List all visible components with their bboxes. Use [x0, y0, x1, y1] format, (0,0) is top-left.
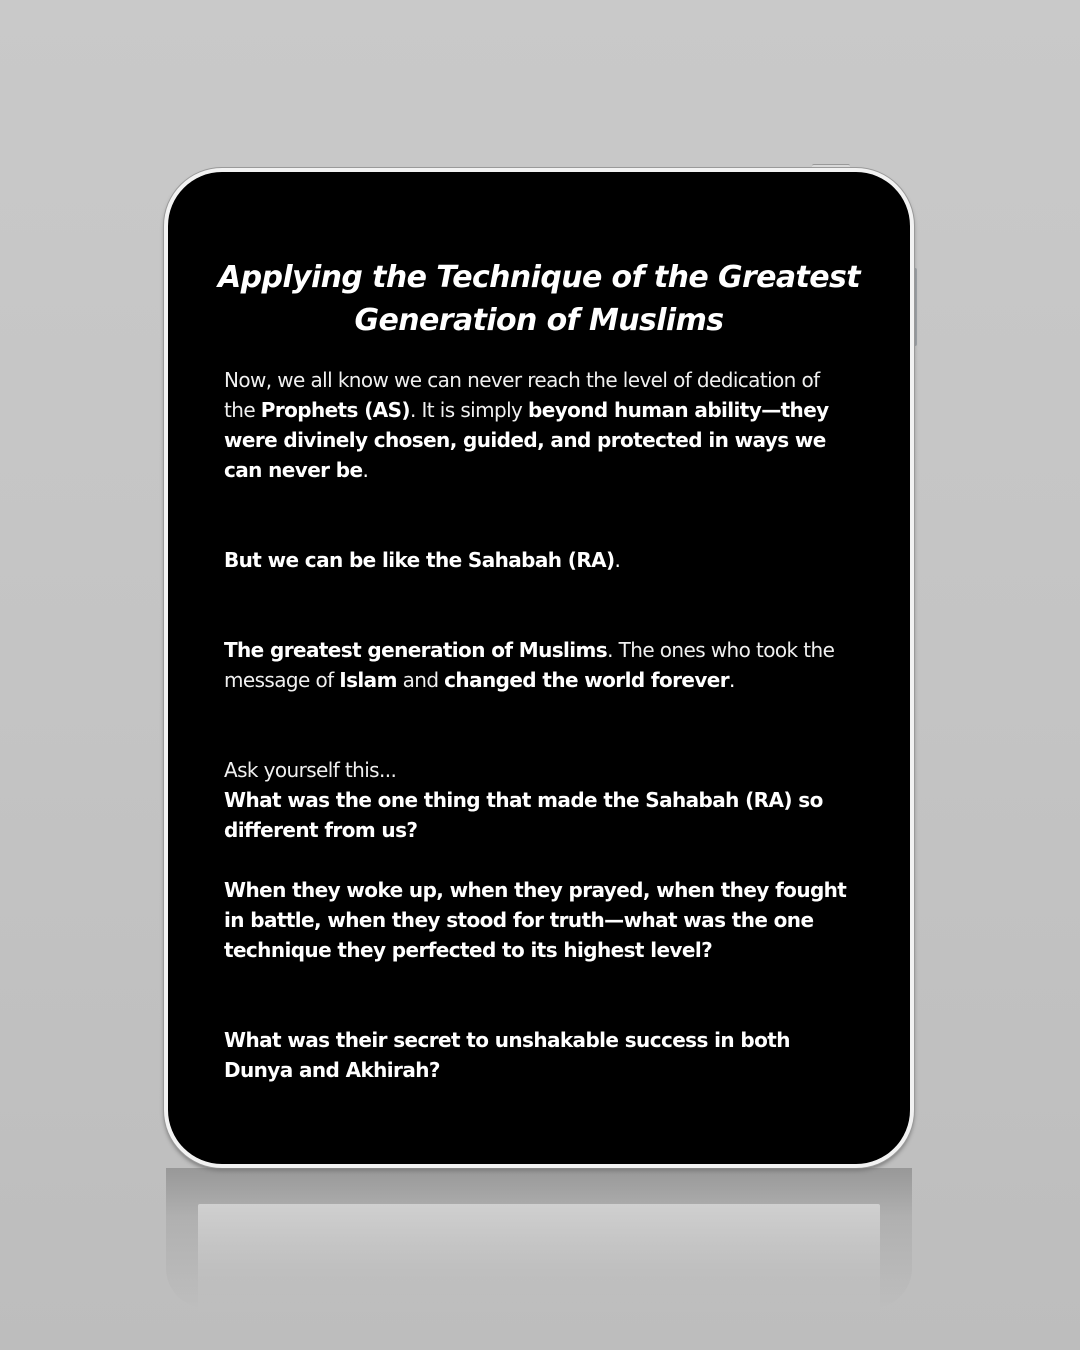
- bold-text: What was their secret to unshakable success in both Dunya and Akhirah?: [224, 1028, 790, 1082]
- tablet-device: [164, 168, 914, 1168]
- text: and: [396, 668, 445, 692]
- bold-text: When they woke up, when they prayed, when they fought in battle, when they stood for truth—what was the one technique they perfected to its highest level?: [224, 878, 847, 962]
- tablet-screen: [168, 172, 910, 1164]
- text: . It is simply: [409, 398, 529, 422]
- paragraph-secret-question: [224, 1025, 850, 1085]
- paragraph-greatest-generation: [224, 635, 850, 695]
- bold-text: The greatest generation of Muslims: [224, 638, 608, 662]
- slide-title: Applying the Technique of the Greatest Generation of Muslims: [217, 260, 861, 338]
- bold-text: changed the world forever: [444, 668, 730, 692]
- slide-content: [224, 365, 850, 1085]
- tablet-side-button: [914, 268, 917, 346]
- bold-text: Islam: [339, 668, 397, 692]
- text: Now, we all know we can never reach the level of dedication of the: [224, 368, 820, 422]
- paragraph-technique-question: [224, 875, 850, 965]
- paragraph-sahabah: [224, 545, 850, 575]
- paragraph-ask-yourself: [224, 755, 850, 845]
- text: .: [729, 668, 735, 692]
- tablet-reflection-screen: [198, 1204, 880, 1314]
- text: .: [614, 548, 621, 572]
- text: .: [362, 458, 369, 482]
- text: Ask yourself this...: [224, 758, 397, 782]
- bold-text: beyond human ability—they were divinely chosen, guided, and protected in ways we can never be: [224, 398, 829, 482]
- bold-text: What was the one thing that made the Sahabah (RA) so different from us?: [224, 788, 823, 842]
- text: . The ones who took the message of: [224, 638, 835, 692]
- bold-text: But we can be like the Sahabah (RA): [224, 548, 615, 572]
- paragraph-prophets: [224, 365, 850, 485]
- bold-text: Prophets (AS): [260, 398, 410, 422]
